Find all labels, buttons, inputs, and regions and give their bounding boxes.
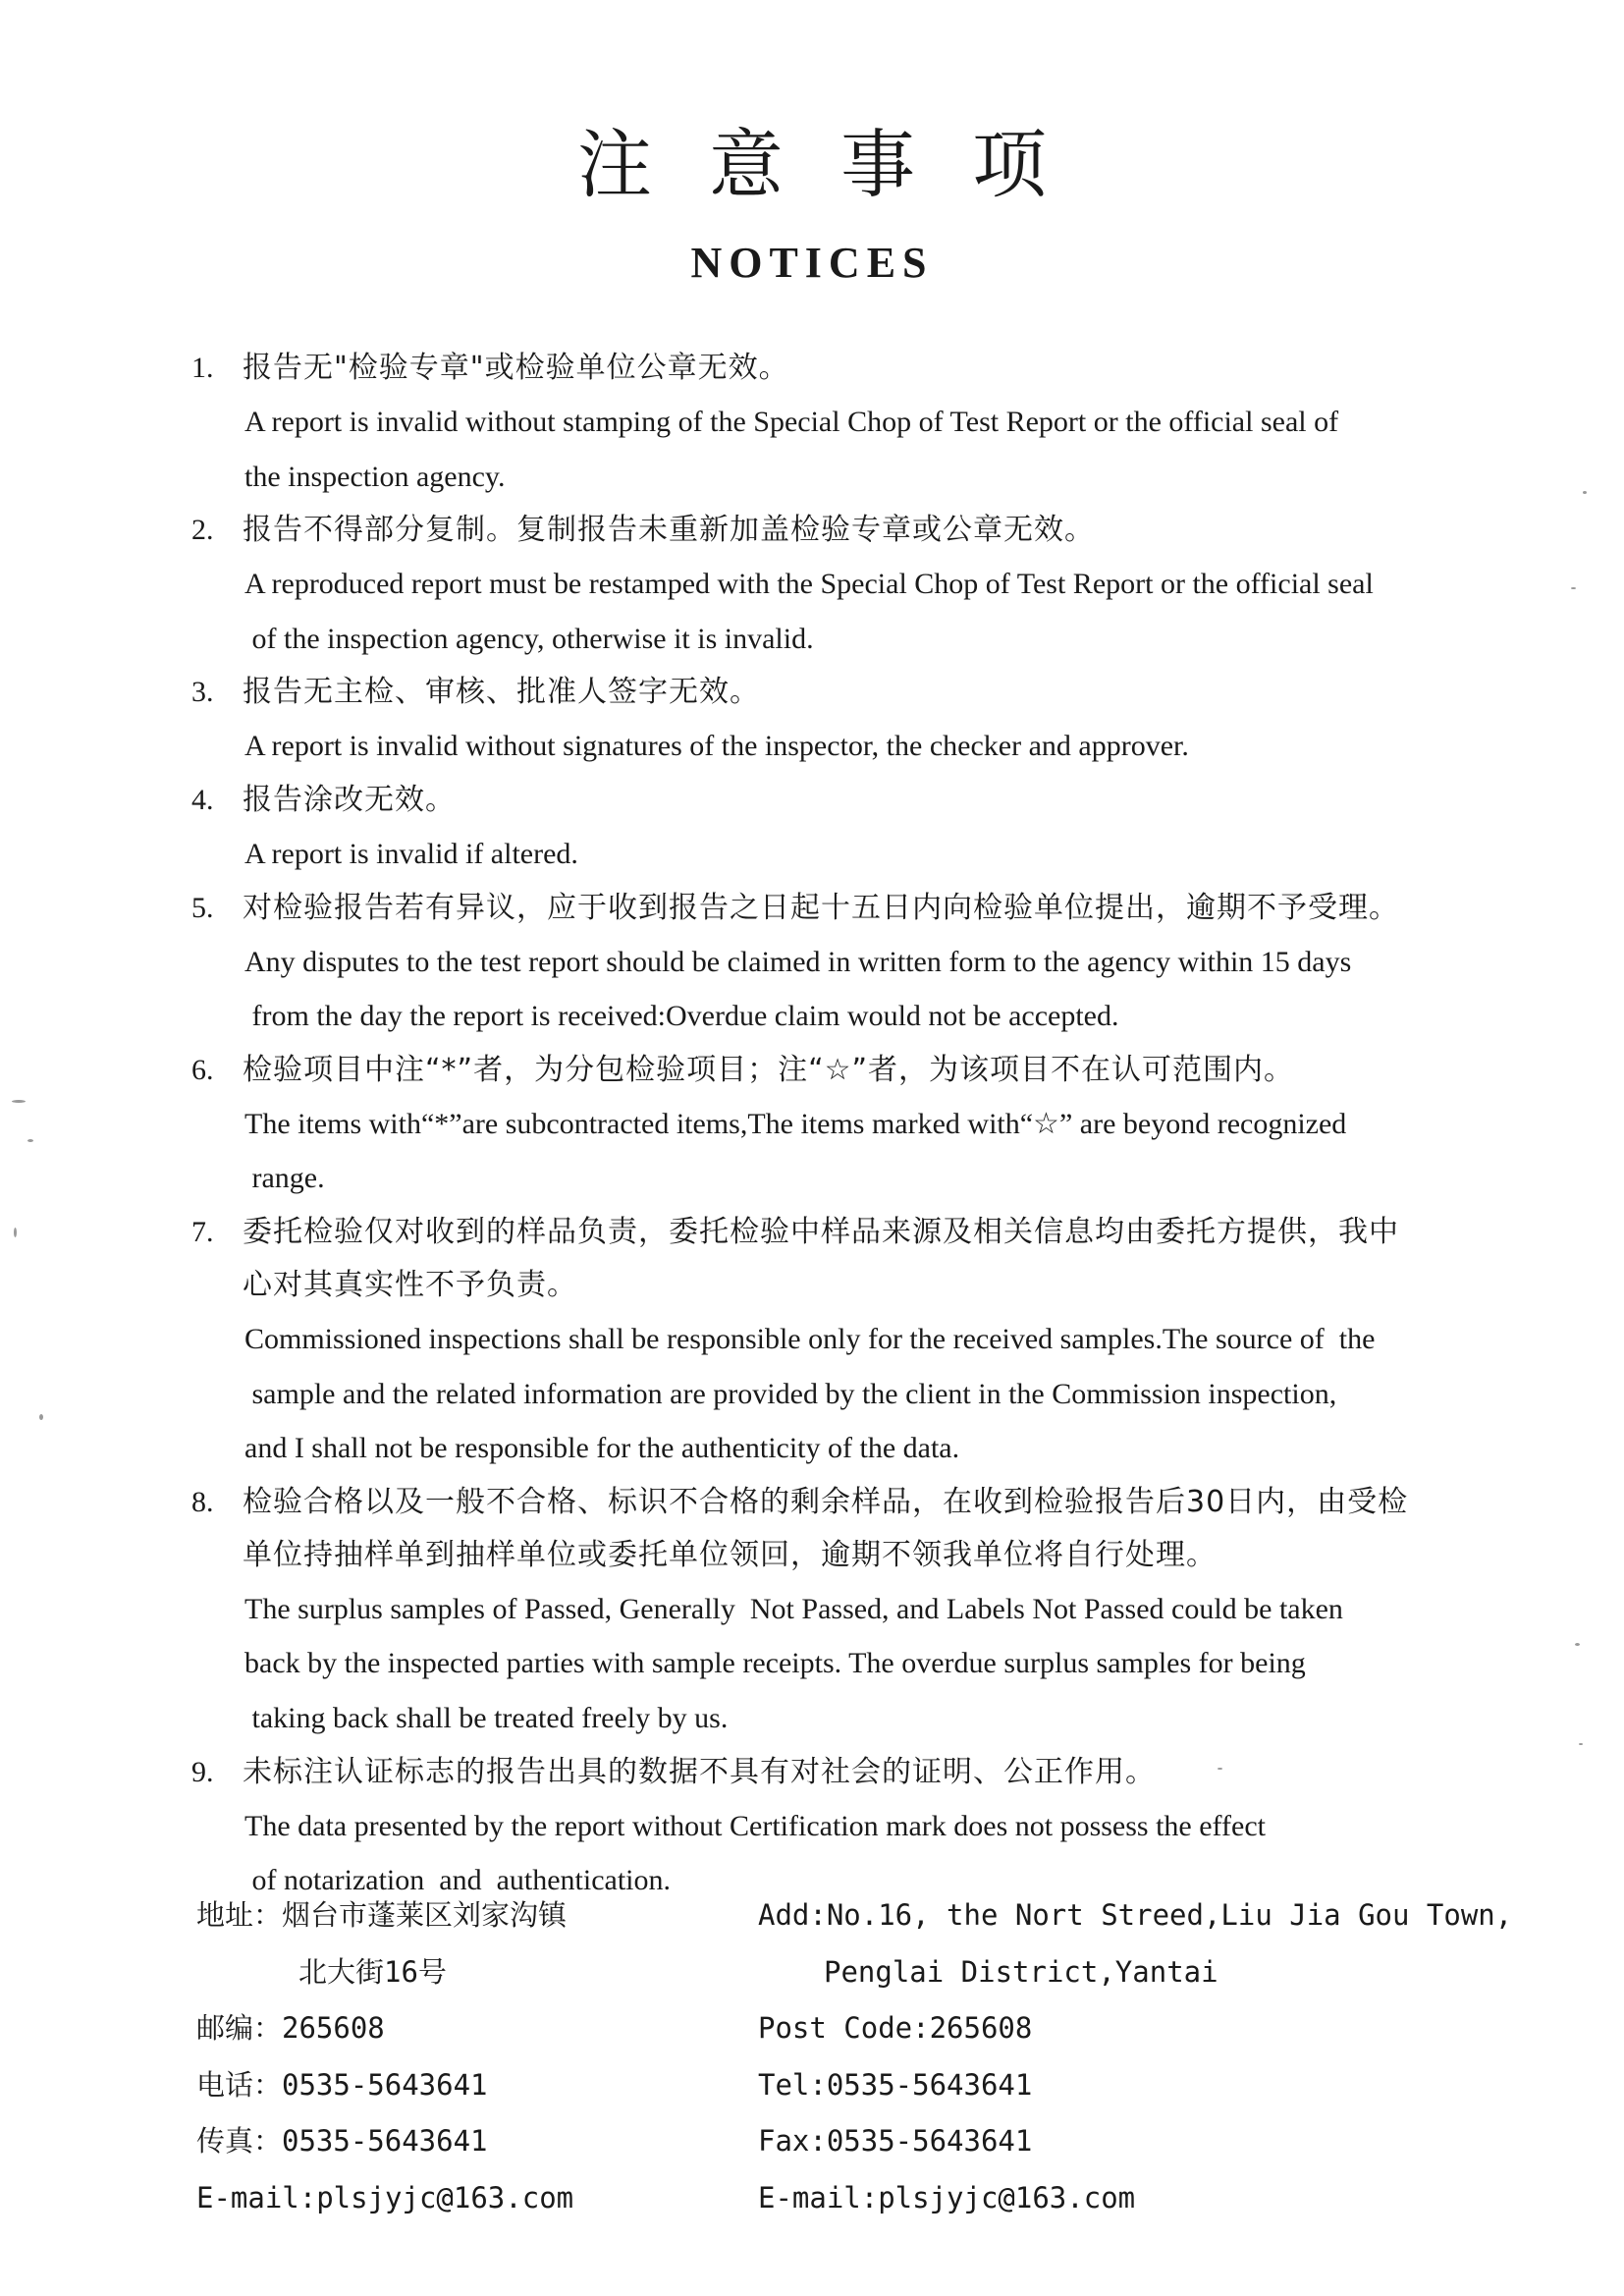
notice-text-cn: 报告不得部分复制。复制报告未重新加盖检验专章或公章无效。 <box>243 513 1095 548</box>
notice-text-en <box>243 935 1488 1044</box>
notice-text-en-line: The items with“*”are subcontracted items,The items marked with“☆” are beyond recognized <box>244 1107 1347 1140</box>
notice-text-en-line: A report is invalid without stamping of the Special Chop of Test Report or the official seal of <box>244 406 1339 438</box>
notice-item <box>191 666 1488 774</box>
notice-text-en-line: sample and the related information are provided by the client in the Commission inspection, <box>244 1377 1337 1410</box>
notice-text-cn: 检验合格以及一般不合格、标识不合格的剩余样品，在收到检验报告后30日内，由受检 <box>243 1484 1409 1519</box>
scan-speck <box>1579 1743 1583 1745</box>
notice-text-en-line: A report is invalid without signatures of the inspector, the checker and approver. <box>244 730 1189 763</box>
address-cn-line2: 北大街16号 <box>298 1954 447 1989</box>
notice-text-cn: 报告无"检验专章"或检验单位公章无效。 <box>243 351 789 385</box>
notice-number: 4. <box>191 783 214 816</box>
notice-item <box>191 1476 1488 1746</box>
notice-text-en <box>243 395 1488 504</box>
notice-text-cn: 单位持抽样单到抽样单位或委托单位领回，逾期不领我单位将自行处理。 <box>243 1537 1217 1572</box>
contact-cn <box>196 1887 746 2226</box>
notice-list <box>191 342 1488 1908</box>
notice-text-en-line: Any disputes to the test report should be claimed in written form to the agency within 15 days <box>244 945 1352 978</box>
notice-text-en-line: The data presented by the report without Certification mark does not possess the effect <box>244 1809 1266 1842</box>
notice-text-en <box>243 1097 1488 1206</box>
notice-number: 9. <box>191 1755 214 1788</box>
address-cn-line1: 地址：烟台市蓬莱区刘家沟镇 <box>196 1898 568 1932</box>
scan-speck <box>12 1100 26 1103</box>
notice-item <box>191 504 1488 666</box>
notice-number: 3. <box>191 676 214 709</box>
notice-number: 5. <box>191 891 214 924</box>
scan-speck <box>27 1139 33 1142</box>
tel-en: Tel:0535-5643641 <box>758 2067 1033 2102</box>
notice-text-cn: 检验项目中注“*”者，为分包检验项目；注“☆”者，为该项目不在认可范围内。 <box>243 1052 1295 1087</box>
notice-text-en <box>243 827 1488 882</box>
fax-cn: 传真：0535-5643641 <box>196 2124 488 2158</box>
notice-text-en-line: taking back shall be treated freely by us. <box>244 1701 729 1734</box>
address-en-line2: Penglai District,Yantai <box>824 1954 1218 1989</box>
notice-text-cn: 心对其真实性不予负责。 <box>243 1267 577 1302</box>
notice-item <box>191 1746 1488 1908</box>
scan-speck <box>1583 491 1587 494</box>
fax-en: Fax:0535-5643641 <box>758 2124 1033 2158</box>
email-en: E-mail:plsjyjc@163.com <box>758 2180 1136 2214</box>
notice-text-en <box>243 557 1488 666</box>
notice-item <box>191 882 1488 1044</box>
notice-text-en-line: and I shall not be responsible for the authenticity of the data. <box>244 1432 960 1465</box>
notice-text-en <box>243 1582 1488 1746</box>
notice-number: 2. <box>191 514 214 547</box>
notice-text-en-line: of notarization and authentication. <box>244 1864 672 1897</box>
notice-text-en-line: A report is invalid if altered. <box>244 837 578 870</box>
notice-item <box>191 774 1488 882</box>
notice-text-en-line: Commissioned inspections shall be responsible only for the received samples.The source of the <box>244 1322 1376 1355</box>
contact-en <box>758 1887 1513 2226</box>
notice-text-en-line: of the inspection agency, otherwise it is invalid. <box>244 622 814 655</box>
scan-speck <box>14 1228 17 1237</box>
notice-text-en <box>243 719 1488 774</box>
address-en-line1: Add:No.16, the Nort Streed,Liu Jia Gou Town, <box>758 1898 1513 1932</box>
scan-speck <box>1571 587 1576 589</box>
notice-item <box>191 1044 1488 1206</box>
postcode-en: Post Code:265608 <box>758 2011 1033 2045</box>
notice-item <box>191 1206 1488 1476</box>
tel-cn: 电话：0535-5643641 <box>196 2067 488 2102</box>
notice-text-cn: 委托检验仅对收到的样品负责，委托检验中样品来源及相关信息均由委托方提供，我中 <box>243 1214 1399 1249</box>
notice-text-en <box>243 1312 1488 1476</box>
notice-text-cn: 未标注认证标志的报告出具的数据不具有对社会的证明、公正作用。 <box>243 1754 1156 1789</box>
scan-speck <box>1218 1768 1222 1770</box>
notice-number: 7. <box>191 1215 214 1248</box>
notice-number: 1. <box>191 352 214 384</box>
notice-text-en-line: the inspection agency. <box>244 460 506 493</box>
notice-item <box>191 342 1488 504</box>
scan-speck <box>39 1414 43 1420</box>
notice-text-en-line: The surplus samples of Passed, Generally Not Passed, and Labels Not Passed could be taken <box>244 1592 1343 1625</box>
scan-speck <box>1575 1643 1580 1646</box>
notice-number: 8. <box>191 1485 214 1518</box>
notice-text-cn: 对检验报告若有异议，应于收到报告之日起十五日内向检验单位提出，逾期不予受理。 <box>243 890 1399 925</box>
notice-text-cn: 报告无主检、审核、批准人签字无效。 <box>243 675 760 710</box>
notice-text-en-line: A reproduced report must be restamped with the Special Chop of Test Report or the official seal <box>244 568 1374 601</box>
email-cn: E-mail:plsjyjc@163.com <box>196 2180 574 2214</box>
notice-text-en-line: from the day the report is received:Overdue claim would not be accepted. <box>244 1000 1119 1033</box>
postcode-cn: 邮编：265608 <box>196 2011 385 2045</box>
notice-number: 6. <box>191 1053 214 1086</box>
page-title-en: NOTICES <box>690 239 934 287</box>
page-title-cn: 注意事项 <box>577 121 1104 208</box>
notice-text-en-line: range. <box>244 1162 325 1195</box>
notice-text-en-line: back by the inspected parties with sample receipts. The overdue surplus samples for being <box>244 1647 1306 1680</box>
notice-text-cn: 报告涂改无效。 <box>243 782 456 817</box>
